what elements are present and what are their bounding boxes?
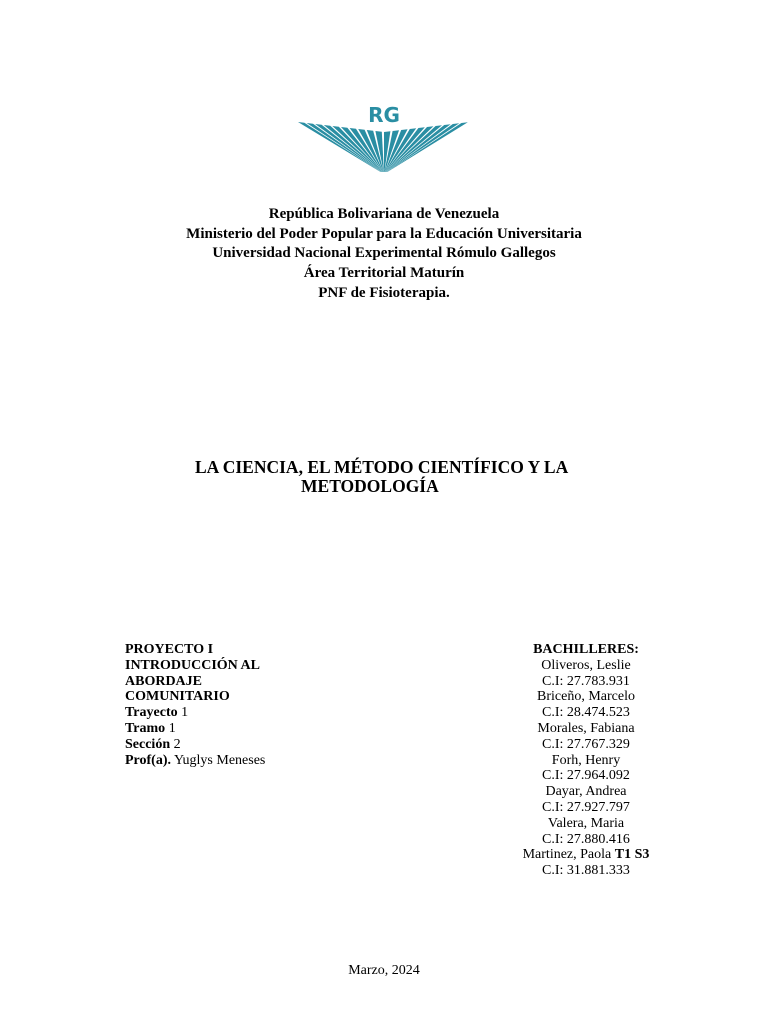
seccion-value: 2 — [170, 736, 181, 752]
logo-lettering: RG — [368, 103, 400, 127]
student-name: Briceño, Marcelo — [537, 689, 635, 705]
tramo-value: 1 — [165, 720, 176, 736]
header-university: Universidad Nacional Experimental Rómulo Gallegos — [212, 245, 556, 262]
professor-row — [125, 753, 345, 769]
header-program: PNF de Fisioterapia. — [318, 284, 450, 301]
student-name: Forh, Henry — [551, 752, 621, 768]
title-line-2: METODOLOGÍA — [301, 476, 439, 496]
trayecto-label: Trayecto — [125, 705, 178, 721]
student-ci: C.I: 27.927.797 — [542, 799, 630, 815]
project-line-1: PROYECTO I — [125, 642, 214, 657]
header-ministry: Ministerio del Poder Popular para la Educación Universitaria — [186, 225, 582, 242]
trayecto-value: 1 — [177, 705, 189, 721]
students-heading: BACHILLERES: — [533, 642, 639, 657]
institution-header — [0, 205, 768, 304]
student-ci: C.I: 27.767.329 — [542, 736, 630, 752]
students-list — [486, 642, 686, 879]
title-line-1: LA CIENCIA, EL MÉTODO CIENTÍFICO Y LA — [195, 457, 569, 477]
document-title — [195, 458, 635, 496]
seccion-row — [125, 737, 345, 753]
professor-label: Prof(a). — [125, 752, 171, 768]
professor-value: Yuglys Meneses — [171, 752, 266, 768]
seccion-label: Sección — [125, 736, 171, 752]
student-ci: C.I: 27.964.092 — [542, 768, 630, 784]
student-name: Dayar, Andrea — [545, 784, 627, 800]
project-line-2: INTRODUCCIÓN AL — [125, 657, 260, 673]
group-tag: T1 S3 — [614, 847, 650, 863]
student-ci: C.I: 28.474.523 — [542, 705, 630, 721]
trayecto-row — [125, 705, 345, 721]
student-ci: C.I: 31.881.333 — [542, 863, 630, 879]
course-info — [125, 642, 345, 768]
unerg-logo-icon — [296, 100, 472, 174]
student-name: Martinez, Paola — [522, 847, 612, 863]
student-name: Morales, Fabiana — [537, 720, 635, 736]
header-country: República Bolivariana de Venezuela — [268, 206, 500, 222]
project-line-4: COMUNITARIO — [125, 689, 230, 705]
student-name: Valera, Maria — [547, 815, 625, 831]
tramo-row — [125, 721, 345, 737]
document-date: Marzo, 2024 — [348, 963, 420, 978]
student-name: Oliveros, Leslie — [541, 657, 631, 673]
header-area: Área Territorial Maturín — [303, 265, 465, 282]
student-ci: C.I: 27.783.931 — [542, 673, 630, 689]
student-ci: C.I: 27.880.416 — [542, 831, 630, 847]
tramo-label: Tramo — [125, 720, 166, 736]
student-row-last — [486, 847, 686, 863]
project-line-3: ABORDAJE — [125, 673, 203, 689]
